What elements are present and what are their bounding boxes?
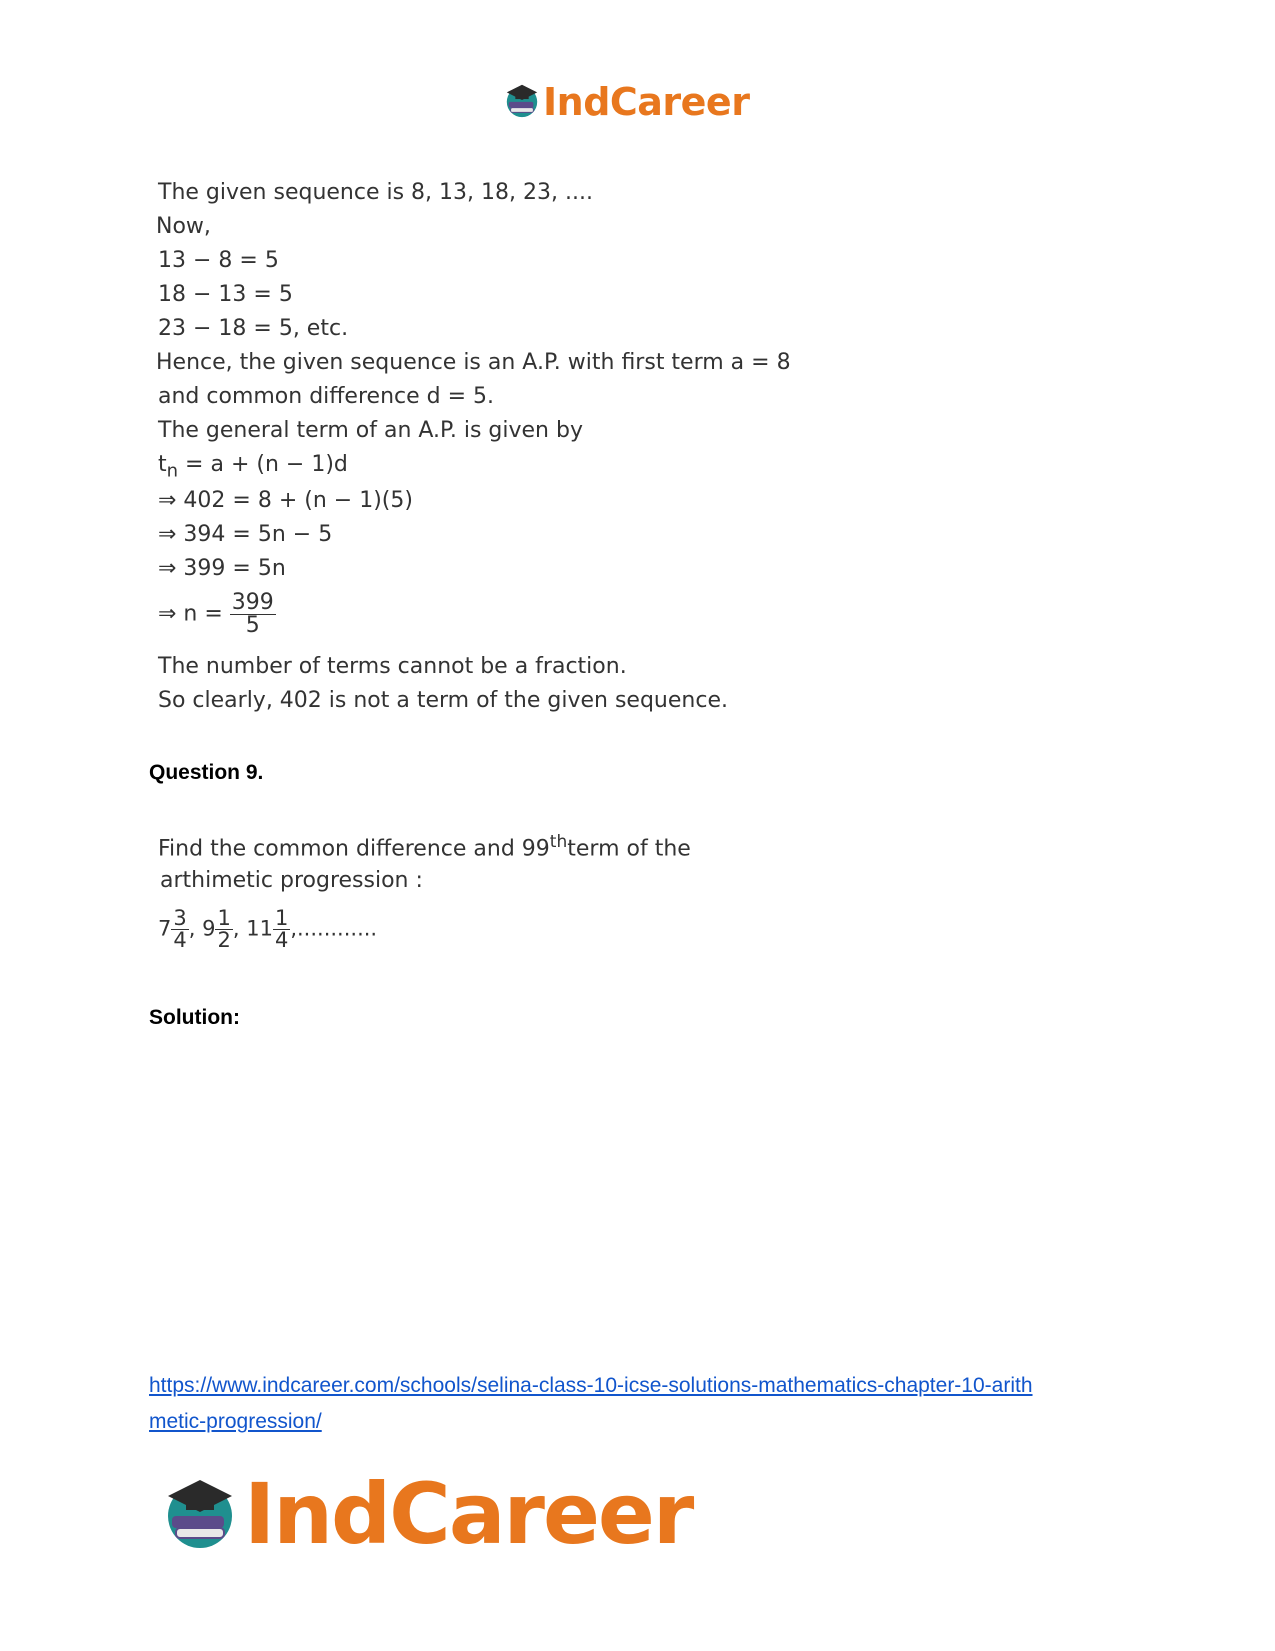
question-line-1 <box>158 832 691 861</box>
t-symbol: t <box>158 452 167 477</box>
question-text: Find the common difference and 99 <box>158 836 550 862</box>
formula-rest: = a + (n − 1)d <box>178 452 348 477</box>
term-whole: 11 <box>246 916 273 941</box>
n-prefix: ⇒ n = <box>158 601 230 627</box>
question-text: term of the <box>567 836 691 862</box>
numerator: 399 <box>231 590 274 615</box>
numerator: 1 <box>217 906 231 930</box>
numerator: 3 <box>173 906 187 930</box>
text-line: and common difference d = 5. <box>158 384 495 409</box>
text-line: Now, <box>156 214 211 239</box>
text-line: arthimetic progression : <box>160 868 423 893</box>
fraction <box>171 908 188 951</box>
footer-link[interactable] <box>149 1368 1033 1440</box>
logo-text: IndCareer <box>244 1465 693 1563</box>
link-line-1: https://www.indcareer.com/schools/selina-class-10-icse-solutions-mathematics-chapter-10-arith <box>149 1374 1033 1397</box>
denominator: 2 <box>217 928 231 952</box>
text-line: Hence, the given sequence is an A.P. with first term a = 8 <box>156 350 791 375</box>
fraction <box>273 908 290 951</box>
denominator: 4 <box>173 928 187 952</box>
subscript-n: n <box>166 460 179 482</box>
text-line: The given sequence is 8, 13, 18, 23, .... <box>158 180 593 205</box>
text-line: 23 − 18 = 5, etc. <box>158 316 349 341</box>
text-line: ⇒ 402 = 8 + (n − 1)(5) <box>158 488 413 513</box>
solution-heading: Solution: <box>149 1006 240 1029</box>
denominator: 4 <box>274 928 289 952</box>
fraction <box>230 592 276 637</box>
term-whole: 7 <box>158 916 172 941</box>
text-line: The general term of an A.P. is given by <box>158 418 583 443</box>
text-line: ⇒ 394 = 5n − 5 <box>158 522 333 547</box>
numerator: 1 <box>274 906 289 930</box>
denominator: 5 <box>245 613 260 638</box>
graduation-cap-books-icon <box>503 81 541 123</box>
question-heading: Question 9. <box>149 761 264 784</box>
link-line-2: metic-progression/ <box>149 1410 322 1433</box>
text-line: ⇒ 399 = 5n <box>158 556 286 581</box>
term-whole: 9 <box>202 916 216 941</box>
progression-terms: 7 $\frac{3}{4}$ , 9 $\frac{1}{2}$ , 11 $\frac{1}{4}$ ,............ <box>158 906 378 952</box>
n-fraction-equation <box>158 592 276 637</box>
text-line: The number of terms cannot be a fraction. <box>158 654 627 679</box>
text-line: 13 − 8 = 5 <box>158 248 279 273</box>
fraction <box>215 908 232 951</box>
superscript-th: th <box>549 832 568 852</box>
text-line: 18 − 13 = 5 <box>158 282 293 307</box>
ellipsis: ,............ <box>290 916 378 941</box>
graduation-cap-books-icon <box>160 1472 240 1556</box>
text-line: So clearly, 402 is not a term of the given sequence. <box>158 688 728 713</box>
header-logo <box>503 80 749 124</box>
footer-logo <box>160 1465 692 1563</box>
general-term-formula <box>158 452 348 481</box>
logo-text: IndCareer <box>543 80 750 124</box>
